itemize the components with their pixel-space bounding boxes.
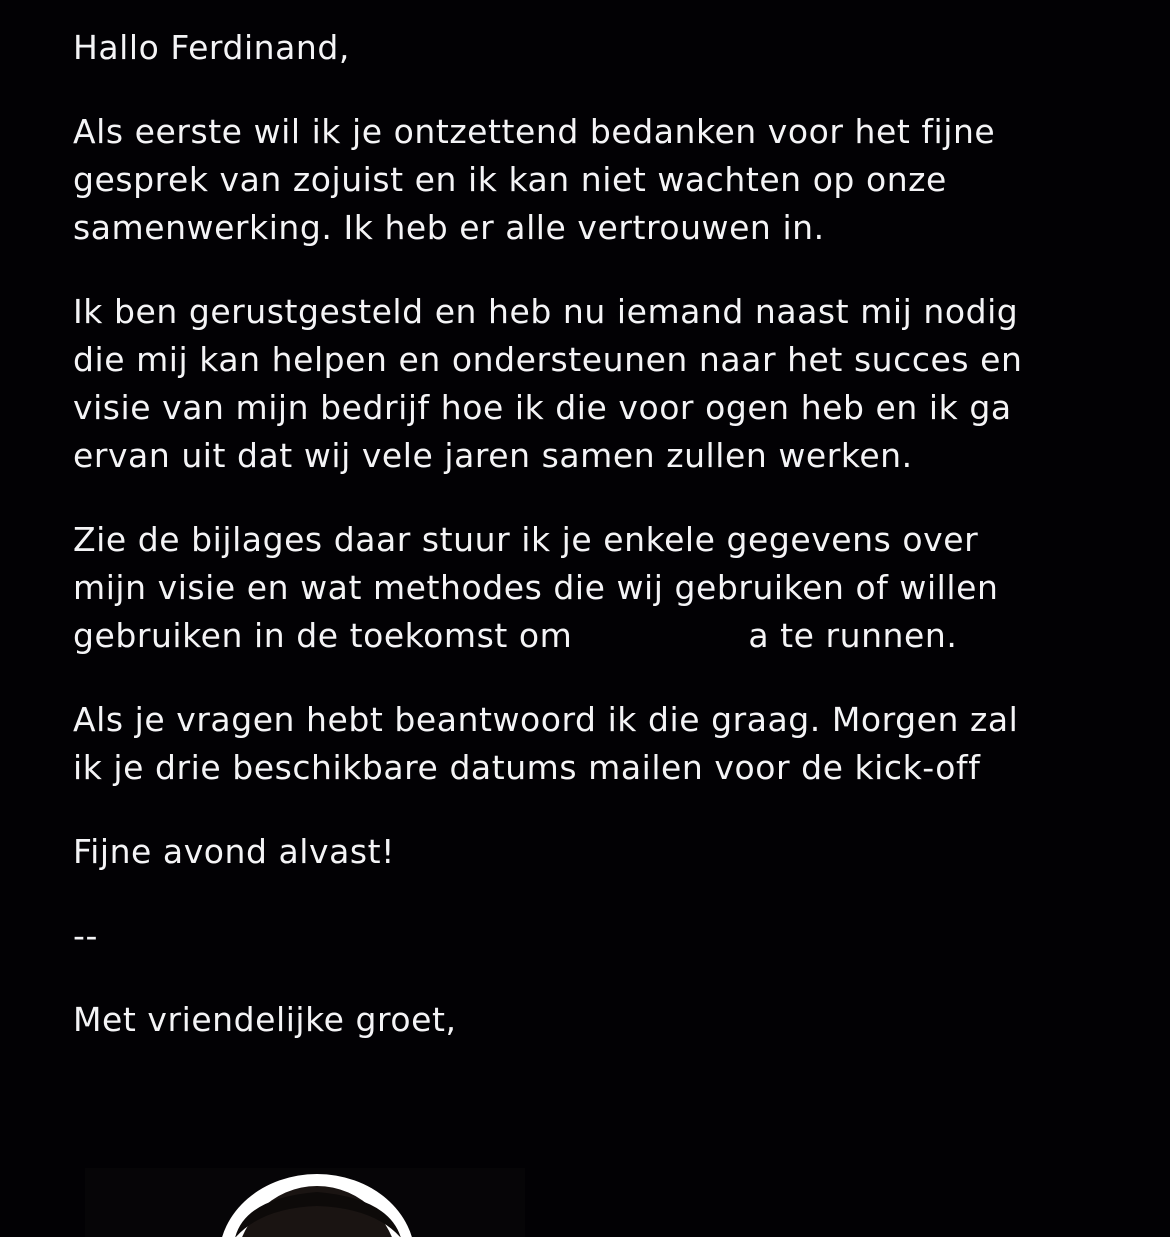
email-signoff: Met vriendelijke groet, xyxy=(73,1000,457,1039)
email-line: mijn visie en wat methodes die wij gebruiken of willen xyxy=(73,568,999,607)
email-greeting: Hallo Ferdinand, xyxy=(73,28,350,67)
email-line: die mij kan helpen en ondersteunen naar het succes en xyxy=(73,340,1023,379)
redacted-text xyxy=(572,646,748,647)
email-closing: Fijne avond alvast! xyxy=(73,832,395,871)
email-paragraph-1 xyxy=(73,108,1143,252)
email-line-end: a te runnen. xyxy=(748,616,958,655)
email-line-start: gebruiken in de toekomst om xyxy=(73,616,573,655)
email-line: Zie de bijlages daar stuur ik je enkele gegevens over xyxy=(73,520,979,559)
email-line: Als eerste wil ik je ontzettend bedanken voor het fijne xyxy=(73,112,996,151)
profile-photo-icon xyxy=(85,1168,525,1237)
email-line: gesprek van zojuist en ik kan niet wachten op onze xyxy=(73,160,947,199)
email-line: Ik ben gerustgesteld en heb nu iemand naast mij nodig xyxy=(73,292,1019,331)
email-body xyxy=(73,24,1143,1044)
signature-separator: -- xyxy=(73,916,98,955)
email-line: ervan uit dat wij vele jaren samen zullen werken. xyxy=(73,436,913,475)
email-line: visie van mijn bedrijf hoe ik die voor ogen heb en ik ga xyxy=(73,388,1012,427)
email-line: samenwerking. Ik heb er alle vertrouwen in. xyxy=(73,208,825,247)
email-line: Als je vragen hebt beantwoord ik die graag. Morgen zal xyxy=(73,700,1019,739)
email-line: ik je drie beschikbare datums mailen voor de kick-off xyxy=(73,748,981,787)
email-paragraph-3 xyxy=(73,516,1143,660)
email-paragraph-2 xyxy=(73,288,1143,480)
email-paragraph-4 xyxy=(73,696,1143,792)
signature-photo xyxy=(85,1168,525,1237)
